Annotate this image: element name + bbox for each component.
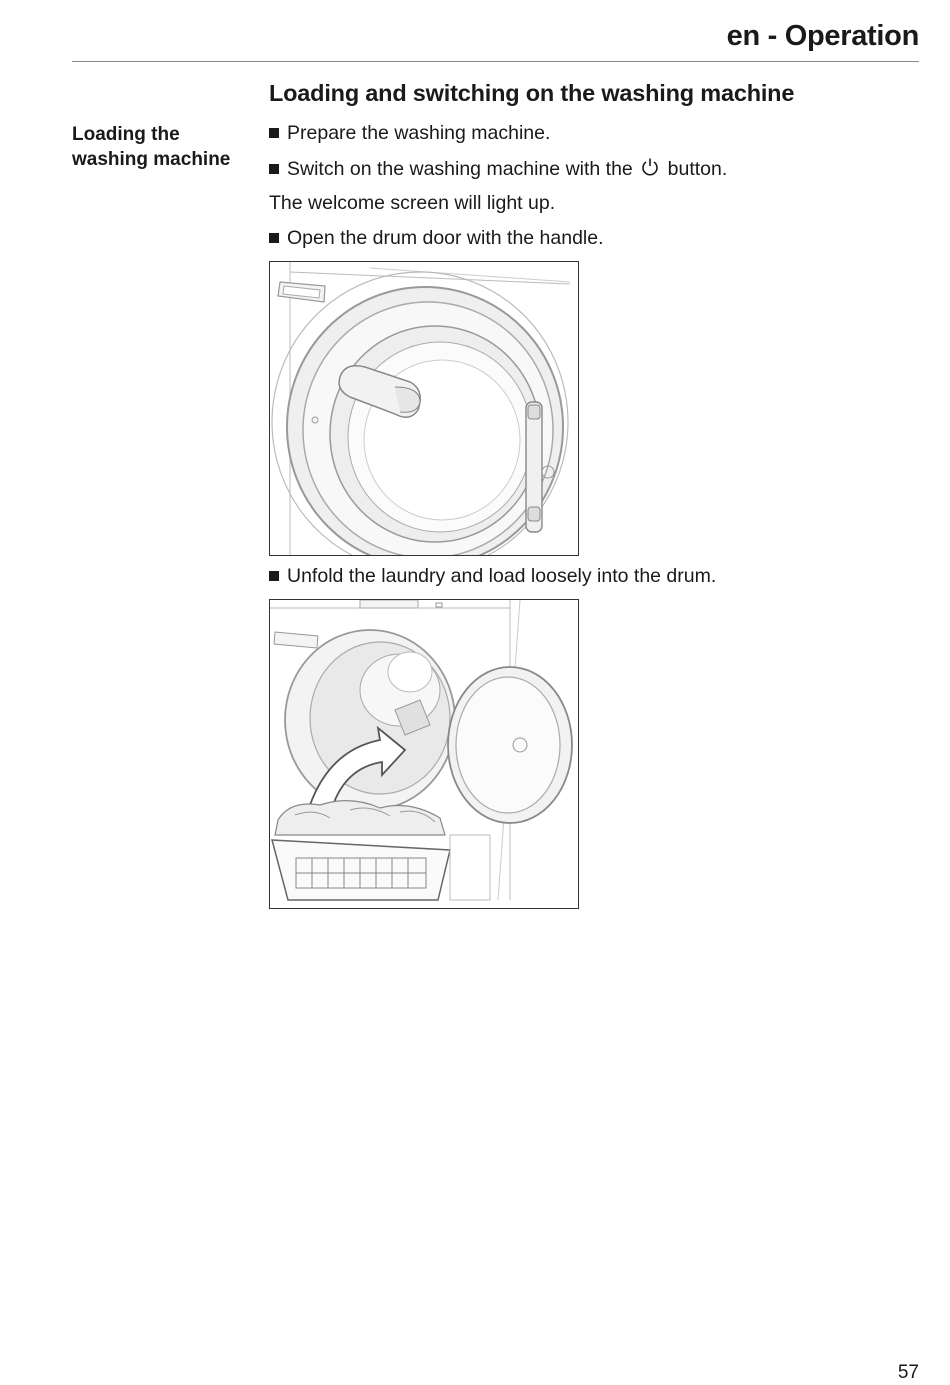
step-switch-on-text-end: button. <box>667 158 728 180</box>
bullet-icon <box>269 233 279 243</box>
figure-loading-laundry <box>269 599 579 909</box>
loading-laundry-illustration <box>270 600 578 908</box>
step-load-laundry <box>269 565 716 588</box>
bullet-icon <box>269 128 279 138</box>
header-divider <box>72 61 919 62</box>
bullet-icon <box>269 164 279 174</box>
side-heading <box>72 122 262 172</box>
side-heading-line1: Loading the <box>72 124 180 145</box>
bullet-icon <box>269 571 279 581</box>
step-open-door-text: Open the drum door with the handle. <box>287 227 604 249</box>
page-header-title: en - Operation <box>726 20 919 52</box>
section-title: Loading and switching on the washing machine <box>269 80 795 106</box>
power-icon <box>641 157 659 183</box>
welcome-note: The welcome screen will light up. <box>269 192 556 214</box>
step-open-door <box>269 227 604 250</box>
step-switch-on-text: Switch on the washing machine with the <box>287 158 633 180</box>
step-switch-on <box>269 157 727 183</box>
side-heading-line2: washing machine <box>72 149 231 170</box>
step-load-laundry-text: Unfold the laundry and load loosely into the drum. <box>287 565 717 587</box>
step-prepare-text: Prepare the washing machine. <box>287 122 551 144</box>
step-prepare <box>269 122 550 145</box>
page-number: 57 <box>897 1362 919 1383</box>
door-handle-illustration <box>270 262 578 555</box>
figure-door-handle <box>269 261 579 556</box>
